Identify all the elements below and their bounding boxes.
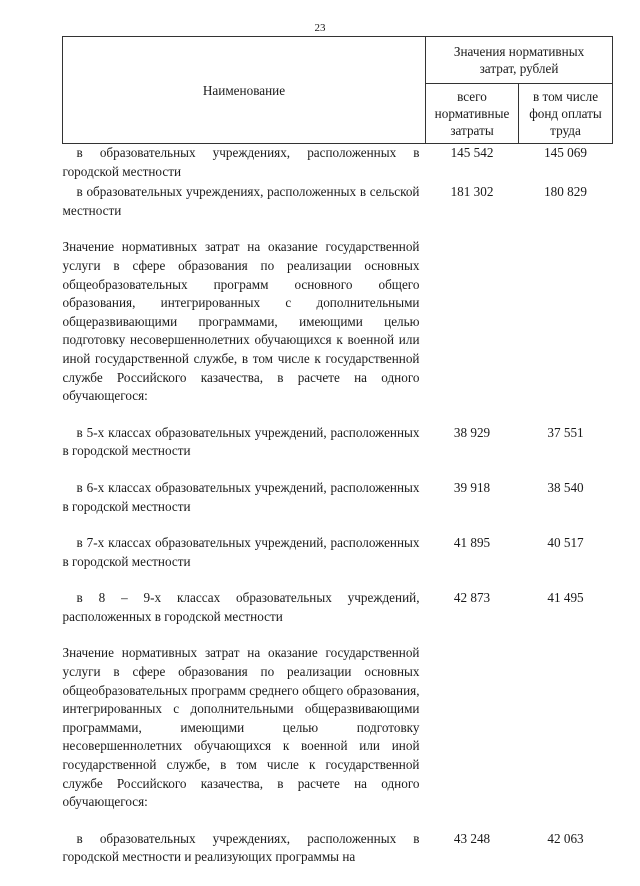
row-name: в 6-х классах образовательных учреждений, расположенных в городской местности [62, 479, 420, 514]
row-fund: 180 829 [544, 184, 587, 200]
norms-table [62, 36, 613, 867]
section-heading: Значение нормативных затрат на оказание государственной услуги в сфере образования по реализации основных общеобразовательных программ основного общего образования, интегрированных с дополнительными общеразвивающими программами, имеющими целью подготовку несовершеннолетних обучающихся к военной или иной государственной службе, в том числе к государственной службе Российского казачества, в расчете на одного обучающегося: [62, 239, 420, 404]
table-row [63, 830, 613, 867]
section-heading-row [63, 644, 613, 811]
section-heading: Значение нормативных затрат на оказание государственной услуги в сфере образования по реализации основных общеобразовательных программ среднего общего образования, интегрированных с дополнительными общеразвивающими программами, имеющими целью подготовку несовершеннолетних обучающихся к военной или иной государственной службе, в том числе к государственной службе Российского казачества, в расчете на одного обучающегося: [62, 645, 420, 810]
row-fund: 41 495 [547, 590, 584, 606]
header-col-fund: в том числе фонд оплаты труда [519, 84, 613, 144]
row-fund: 38 540 [547, 479, 584, 495]
row-fund: 40 517 [547, 535, 584, 551]
header-row-1 [63, 37, 613, 84]
row-total: 38 929 [453, 424, 491, 440]
table-row [63, 589, 613, 626]
header-col-total: всего нормативные затраты [426, 84, 519, 144]
page-number: 23 [314, 22, 326, 34]
row-name: в 5-х классах образовательных учреждений, расположенных в городской местности [62, 424, 420, 459]
row-total: 145 542 [450, 145, 494, 160]
row-name: в 7-х классах образовательных учреждений, расположенных в городской местности [62, 535, 420, 569]
header-name: Наименование [63, 37, 426, 144]
row-total: 39 918 [453, 479, 491, 495]
row-name: в образовательных учреждениях, расположенных в сельской местности [62, 184, 420, 218]
row-total: 42 873 [453, 590, 491, 606]
table-row [63, 144, 613, 182]
row-name: в 8 – 9-х классах образовательных учреждений, расположенных в городской местности [62, 590, 420, 624]
row-total: 41 895 [453, 535, 491, 551]
row-total: 43 248 [453, 830, 491, 846]
row-fund: 42 063 [547, 830, 584, 846]
section-heading-row [63, 238, 613, 405]
table-row [63, 424, 613, 461]
row-fund: 37 551 [547, 424, 584, 440]
row-fund: 145 069 [544, 145, 587, 160]
table-row [63, 181, 613, 220]
table-row [63, 479, 613, 516]
row-name: в образовательных учреждениях, расположенных в городской местности и реализующих программы на [62, 830, 420, 865]
row-total: 181 302 [450, 184, 494, 200]
header-values-group: Значения нормативных затрат, рублей [426, 37, 613, 84]
row-name: в образовательных учреждениях, расположенных в городской местности [62, 145, 420, 179]
table-row [63, 534, 613, 571]
